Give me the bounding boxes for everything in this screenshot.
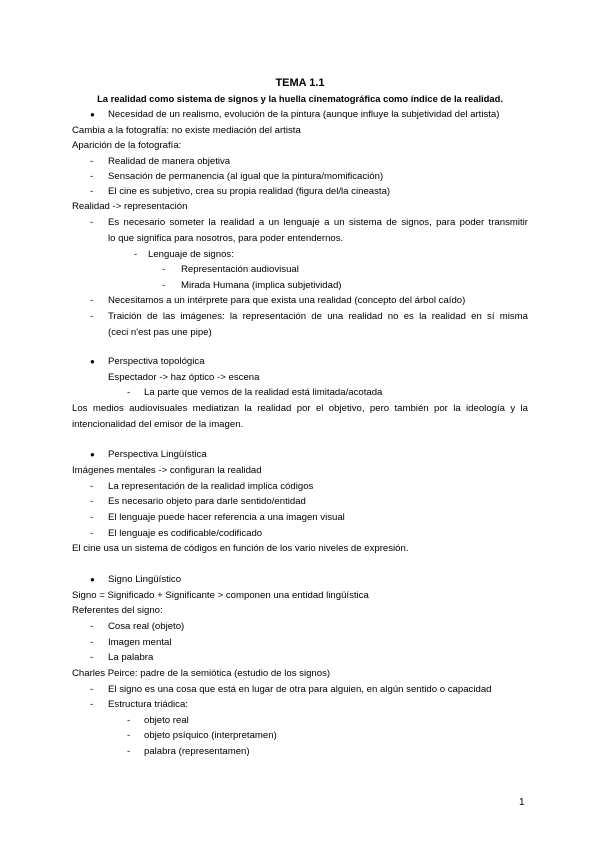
text-line: Charles Peirce: padre de la semiótica (estudio de los signos)	[72, 668, 331, 679]
bullet-item-perspectiva-topologica: Perspectiva topológica	[108, 356, 205, 367]
dash-marker: -	[127, 746, 131, 757]
dash-marker: -	[127, 730, 131, 741]
sub-list-item: palabra (representamen)	[144, 746, 250, 757]
dash-marker: -	[162, 280, 166, 291]
bullet-marker: ●	[90, 357, 95, 366]
sub-list-item: objeto psíquico (interpretamen)	[144, 730, 277, 741]
list-item: El lenguaje es codificable/codificado	[108, 528, 263, 539]
list-item: Imagen mental	[108, 637, 172, 648]
list-item: Realidad de manera objetiva	[108, 156, 231, 167]
paragraph-line: intencionalidad del emisor de la imagen.	[72, 419, 244, 430]
text-line: El cine usa un sistema de códigos en función de los vario niveles de expresión.	[72, 543, 409, 554]
list-item: Es necesario someter la realidad a un lenguaje a un sistema de signos, para poder transmitir	[108, 217, 528, 228]
dash-marker: -	[90, 684, 94, 695]
dash-marker: -	[162, 264, 166, 275]
page-title: TEMA 1.1	[275, 77, 325, 89]
dash-marker: -	[90, 621, 94, 632]
dash-marker: -	[90, 699, 94, 710]
sub-list-item: Lenguaje de signos:	[148, 249, 234, 260]
bullet-item-signo-linguistico: Signo Lingüístico	[108, 574, 182, 585]
text-line: Realidad -> representación	[72, 201, 188, 212]
bullet-marker: ●	[90, 575, 95, 584]
page-number: 1	[519, 797, 525, 808]
page-subtitle: La realidad como sistema de signos y la huella cinematográfica como índice de la realidad.	[97, 93, 503, 104]
sub-sub-list-item: Mirada Humana (implica subjetividad)	[181, 280, 342, 291]
dash-marker: -	[90, 186, 94, 197]
dash-marker: -	[134, 249, 138, 260]
list-item: La palabra	[108, 652, 154, 663]
dash-marker: -	[90, 512, 94, 523]
text-line: Imágenes mentales -> configuran la realidad	[72, 465, 262, 476]
text-line: Referentes del signo:	[72, 605, 163, 616]
list-item-continuation: (ceci n'est pas une pipe)	[108, 327, 212, 338]
dash-marker: -	[90, 637, 94, 648]
text-line: Cambia a la fotografía: no existe mediación del artista	[72, 125, 301, 136]
bullet-item-realismo: Necesidad de un realismo, evolución de la pintura (aunque influye la subjetividad del artista)	[108, 109, 500, 120]
sub-sub-list-item: Representación audiovisual	[181, 264, 299, 275]
dash-marker: -	[90, 528, 94, 539]
list-item: Traición de las imágenes: la representación de una realidad no es la realidad en sí misma	[108, 311, 528, 322]
list-item: La representación de la realidad implica códigos	[108, 481, 314, 492]
list-item: El lenguaje puede hacer referencia a una imagen visual	[108, 512, 345, 523]
text-line: Espectador -> haz óptico -> escena	[108, 372, 260, 383]
bullet-marker: ●	[90, 110, 95, 119]
list-item-continuation: lo que significa para nosotros, para poder entendernos.	[108, 233, 344, 244]
list-item: El cine es subjetivo, crea su propia realidad (figura del/la cineasta)	[108, 186, 391, 197]
bullet-item-perspectiva-linguistica: Perspectiva Lingüística	[108, 449, 207, 460]
dash-marker: -	[90, 496, 94, 507]
sub-list-item: objeto real	[144, 715, 189, 726]
dash-marker: -	[90, 156, 94, 167]
list-item: Estructura triádica:	[108, 699, 188, 710]
dash-marker: -	[90, 217, 94, 228]
dash-marker: -	[90, 652, 94, 663]
list-item: Es necesario objeto para darle sentido/entidad	[108, 496, 306, 507]
list-item: Cosa real (objeto)	[108, 621, 185, 632]
dash-marker: -	[90, 295, 94, 306]
dash-marker: -	[90, 171, 94, 182]
dash-marker: -	[90, 311, 94, 322]
list-item: Necesitamos a un intérprete para que exista una realidad (concepto del árbol caído)	[108, 295, 466, 306]
dash-marker: -	[127, 387, 131, 398]
sub-list-item: La parte que vemos de la realidad está limitada/acotada	[144, 387, 383, 398]
bullet-marker: ●	[90, 450, 95, 459]
list-item: El signo es una cosa que está en lugar de otra para alguien, en algún sentido o capacidad	[108, 684, 492, 695]
paragraph-line: Los medios audiovisuales mediatizan la realidad por el objetivo, pero también por la ideología y la	[72, 403, 528, 414]
dash-marker: -	[127, 715, 131, 726]
dash-marker: -	[90, 481, 94, 492]
text-line: Aparición de la fotografía:	[72, 140, 182, 151]
text-line: Signo = Significado + Significante > componen una entidad lingüística	[72, 590, 369, 601]
list-item: Sensación de permanencia (al igual que la pintura/momificación)	[108, 171, 384, 182]
